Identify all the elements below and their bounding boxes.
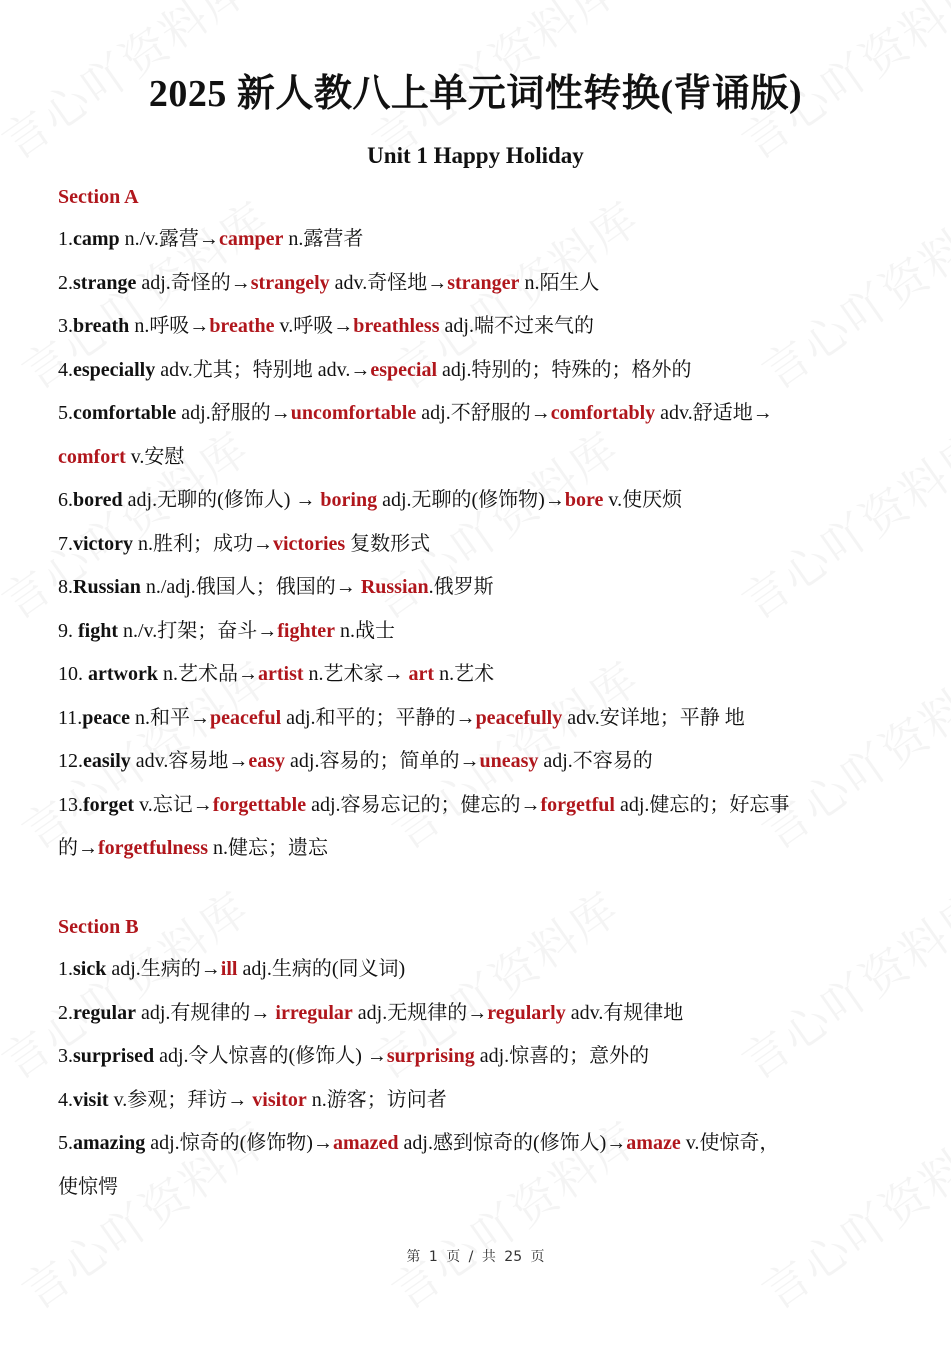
entry-text: adj.健忘的；好忘事	[614, 793, 790, 816]
entry-text: v.使厌烦	[603, 489, 683, 511]
derived-word: art	[408, 663, 435, 685]
vocab-entry	[58, 523, 898, 567]
vocab-entry	[58, 1166, 898, 1210]
derived-word: uneasy	[479, 750, 539, 772]
entry-text: adv.尤其；特别地 adv.→	[155, 358, 371, 381]
page-indicator: 第 1 页 / 共 25 页	[406, 1249, 545, 1265]
entry-text: adj.舒服的→	[176, 402, 291, 424]
vocab-entry	[58, 697, 898, 741]
entry-text: adj.容易的；简单的→	[285, 750, 480, 772]
derived-word: victories	[272, 532, 346, 555]
entry-text: 2.	[58, 271, 73, 294]
entry-text: 11.	[58, 706, 83, 729]
entry-text: 1.	[58, 958, 73, 980]
base-word: easily	[83, 750, 131, 772]
derived-word: forgetful	[540, 793, 615, 816]
derived-word: comfortably	[550, 402, 656, 424]
derived-word: boring	[320, 489, 378, 511]
derived-word: irregular	[275, 1001, 353, 1024]
entry-text: adv.有规律地	[565, 1001, 684, 1024]
derived-word: regularly	[487, 1001, 566, 1024]
entry-text: 2.	[58, 1001, 73, 1024]
vocab-entry	[58, 436, 898, 480]
vocab-entry	[58, 610, 898, 654]
entry-text: 4.	[58, 1088, 73, 1111]
derived-word: stranger	[447, 271, 520, 294]
entry-text: adj.特别的；特殊的；格外的	[437, 358, 692, 381]
entry-text: n.呼吸→	[129, 315, 210, 337]
derived-word: artist	[257, 663, 304, 685]
entry-text: adv.安详地；平静 地	[562, 706, 745, 729]
entry-text: 8.	[58, 576, 73, 598]
derived-word: peacefully	[475, 706, 563, 729]
base-word: regular	[73, 1001, 136, 1024]
entry-text: n.和平→	[130, 706, 211, 729]
entry-text: n.艺术家→	[303, 663, 409, 685]
entry-text: adj.无聊的(修饰物)→	[377, 489, 565, 511]
entry-text: adj.无聊的(修饰人) →	[122, 489, 321, 511]
entry-text: adj.感到惊奇的(修饰人)→	[398, 1132, 627, 1154]
base-word: comfortable	[73, 402, 177, 424]
entry-text: n./v.露营→	[119, 228, 219, 250]
base-word: sick	[73, 958, 107, 980]
entry-text: adj.惊喜的；意外的	[474, 1045, 650, 1067]
derived-word: uncomfortable	[290, 402, 417, 424]
derived-word: forgetfulness	[98, 837, 208, 859]
entry-text: n.艺术品→	[157, 663, 258, 685]
base-word: fight	[78, 619, 118, 642]
entry-text: n.游客；访问者	[306, 1088, 447, 1111]
entry-text: adj.生病的→	[106, 958, 221, 980]
entry-text: v.忘记→	[134, 793, 213, 816]
entry-text: adj.喘不过来气的	[439, 315, 594, 337]
derived-word: peaceful	[210, 706, 282, 729]
vocab-entry	[58, 349, 898, 393]
entry-text: 7.	[58, 532, 73, 555]
entry-text: adj.和平的；平静的→	[281, 706, 476, 729]
base-word: forget	[83, 793, 135, 816]
vocab-entry	[58, 827, 898, 871]
entry-text: adj.惊奇的(修饰物)→	[145, 1132, 333, 1154]
entry-text: n.陌生人	[519, 271, 600, 294]
base-word: camp	[73, 228, 120, 250]
vocab-entry	[58, 948, 898, 992]
derived-word: amazed	[332, 1132, 399, 1154]
entry-text: adj.有规律的→	[135, 1001, 276, 1024]
vocab-entry	[58, 740, 898, 784]
entry-text: v.安慰	[125, 445, 185, 468]
base-word: victory	[73, 532, 133, 555]
entry-text: 12.	[58, 750, 83, 772]
base-word: strange	[73, 271, 137, 294]
entry-text: adv.奇怪地→	[329, 271, 448, 294]
entry-text: v.参观；拜访→	[108, 1088, 253, 1111]
base-word: breath	[73, 315, 130, 337]
entry-text: v.使惊奇，	[680, 1132, 780, 1154]
entry-text: n.露营者	[283, 228, 364, 250]
derived-word: amaze	[626, 1132, 681, 1154]
entry-text: v.呼吸→	[274, 315, 354, 337]
base-word: amazing	[73, 1132, 146, 1154]
unit-title: Unit 1 Happy Holiday	[367, 143, 584, 168]
entry-text: 13.	[58, 793, 83, 816]
vocab-entry	[58, 262, 898, 306]
derived-word: bore	[564, 489, 604, 511]
entry-text: n.战士	[335, 619, 396, 642]
base-word: peace	[82, 706, 131, 729]
derived-word: forgettable	[212, 793, 307, 816]
derived-word: visitor	[252, 1088, 307, 1111]
vocab-entry	[58, 1079, 898, 1123]
entry-text: 复数形式	[345, 532, 431, 555]
entry-text: 5.	[58, 1132, 73, 1154]
entry-text: 3.	[58, 1045, 73, 1067]
derived-word: easy	[248, 750, 286, 772]
vocab-entry	[58, 479, 898, 523]
derived-word: especial	[370, 358, 438, 381]
vocab-entry	[58, 653, 898, 697]
base-word: Russian	[73, 576, 141, 598]
entry-text: 使惊愕	[58, 1175, 118, 1198]
base-word: bored	[73, 489, 123, 511]
section-a-entries	[58, 218, 898, 871]
entry-text: 4.	[58, 358, 73, 381]
entry-text: .俄罗斯	[428, 576, 494, 598]
base-word: visit	[73, 1088, 109, 1111]
entry-text: 9.	[58, 619, 78, 642]
entry-text: 的→	[58, 837, 98, 859]
vocab-entry	[58, 784, 898, 828]
vocab-entry	[58, 1122, 898, 1166]
entry-text: adj.生病的(同义词)	[237, 958, 406, 980]
section-b-heading: Section B	[58, 916, 139, 938]
entry-text: adj.无规律的→	[352, 1001, 488, 1024]
vocab-entry	[58, 218, 898, 262]
entry-text: adj.容易忘记的；健忘的→	[306, 793, 541, 816]
entry-text: n.健忘；遗忘	[207, 837, 328, 859]
entry-text: 3.	[58, 315, 73, 337]
derived-word: strangely	[250, 271, 330, 294]
document-title: 2025 新人教八上单元词性转换(背诵版)	[148, 73, 803, 115]
vocab-entry	[58, 992, 898, 1036]
entry-text: adv.容易地→	[130, 750, 249, 772]
vocab-entry	[58, 1035, 898, 1079]
entry-text: 10.	[58, 663, 88, 685]
derived-word: camper	[218, 228, 284, 250]
entry-text: adv.舒适地→	[655, 402, 773, 424]
derived-word: comfort	[58, 445, 126, 468]
entry-text: 6.	[58, 489, 73, 511]
vocab-entry	[58, 305, 898, 349]
entry-text: n./v.打架；奋斗→	[118, 619, 278, 642]
base-word: surprised	[73, 1045, 155, 1067]
base-word: artwork	[88, 663, 158, 685]
entry-text: adj.奇怪的→	[136, 271, 251, 294]
derived-word: surprising	[386, 1045, 475, 1067]
section-a-heading: Section A	[58, 186, 139, 208]
vocab-entry	[58, 392, 898, 436]
derived-word: breathe	[209, 315, 275, 337]
entry-text: 5.	[58, 402, 73, 424]
derived-word: Russian	[360, 576, 429, 598]
derived-word: ill	[220, 958, 238, 980]
entry-text: adj.不舒服的→	[416, 402, 551, 424]
entry-text: n./adj.俄国人；俄国的→	[140, 576, 361, 598]
entry-text: 1.	[58, 228, 73, 250]
vocab-entry	[58, 566, 898, 610]
entry-text: n.胜利；成功→	[132, 532, 273, 555]
derived-word: fighter	[277, 619, 336, 642]
entry-text: n.艺术	[434, 663, 495, 685]
entry-text: adj.令人惊喜的(修饰人) →	[154, 1045, 387, 1067]
derived-word: breathless	[353, 315, 440, 337]
section-b-entries	[58, 948, 898, 1209]
base-word: especially	[73, 358, 156, 381]
entry-text: adj.不容易的	[538, 750, 653, 772]
